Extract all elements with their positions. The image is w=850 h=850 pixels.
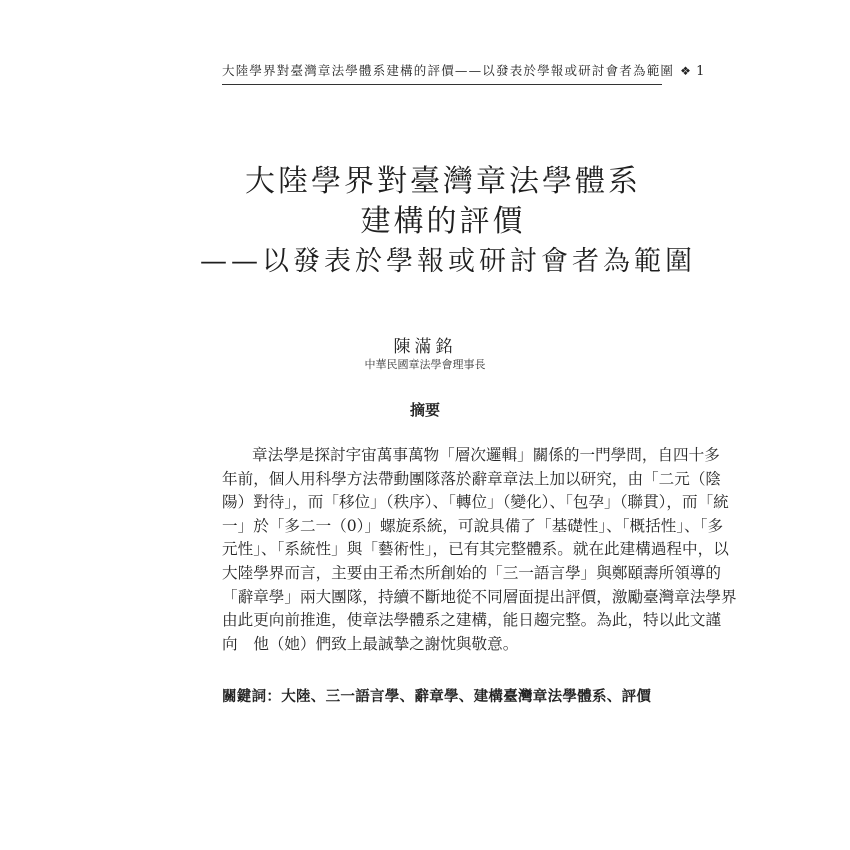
abstract-line: 「辭章學」兩大團隊，持續不斷地從不同層面提出評價，激勵臺灣章法學界 xyxy=(222,587,737,606)
keywords: 關鍵詞：大陸、三一語言學、辭章學、建構臺灣章法學體系、評價 xyxy=(222,689,652,705)
subtitle: ——以發表於學報或研討會者為範圍 xyxy=(200,246,696,277)
abstract-line: 一」於「多二一（0）」螺旋系統，可說具備了「基礎性」、「概括性」、「多 xyxy=(222,516,724,535)
running-header xyxy=(222,62,706,85)
abstract-line: 章法學是探討宇宙萬事萬物「層次邏輯」關係的一門學問，自四十多 xyxy=(252,446,720,464)
abstract-line: 元性」、「系統性」與「藝術性」，已有其完整體系。就在此建構過程中，以 xyxy=(222,540,729,559)
running-header-title: 大陸學界對臺灣章法學體系建構的評價——以發表於學報或研討會者為範圍 xyxy=(222,63,675,78)
abstract-line: 大陸學界而言，主要由王希杰所創始的「三一語言學」與鄭頤壽所領導的 xyxy=(222,563,722,582)
abstract-line: 向 他（她）們致上最誠摯之謝忱與敬意。 xyxy=(222,634,519,653)
abstract-line: 年前，個人用科學方法帶動團隊落於辭章章法上加以研究，由「二元（陰 xyxy=(222,469,722,488)
abstract-body xyxy=(222,444,737,656)
title-line-2: 建構的評價 xyxy=(360,204,526,239)
abstract-line: 由此更向前推進，使章法學體系之建構，能日趨完整。為此，特以此文謹 xyxy=(222,611,722,630)
title-line-1: 大陸學界對臺灣章法學體系 xyxy=(245,164,641,199)
paper-title xyxy=(200,162,696,282)
author-affiliation: 中華民國章法學會理事長 xyxy=(364,358,486,371)
abstract-heading: 摘要 xyxy=(409,401,440,419)
diamond-ornament-icon: ❖ xyxy=(680,64,693,78)
page-number: 1 xyxy=(696,64,706,79)
abstract-line: 陽）對待」，而「移位」（秩序）、「轉位」（變化）、「包孕」（聯貫），而「統 xyxy=(222,493,729,512)
author-name: 陳滿銘 xyxy=(393,337,457,357)
